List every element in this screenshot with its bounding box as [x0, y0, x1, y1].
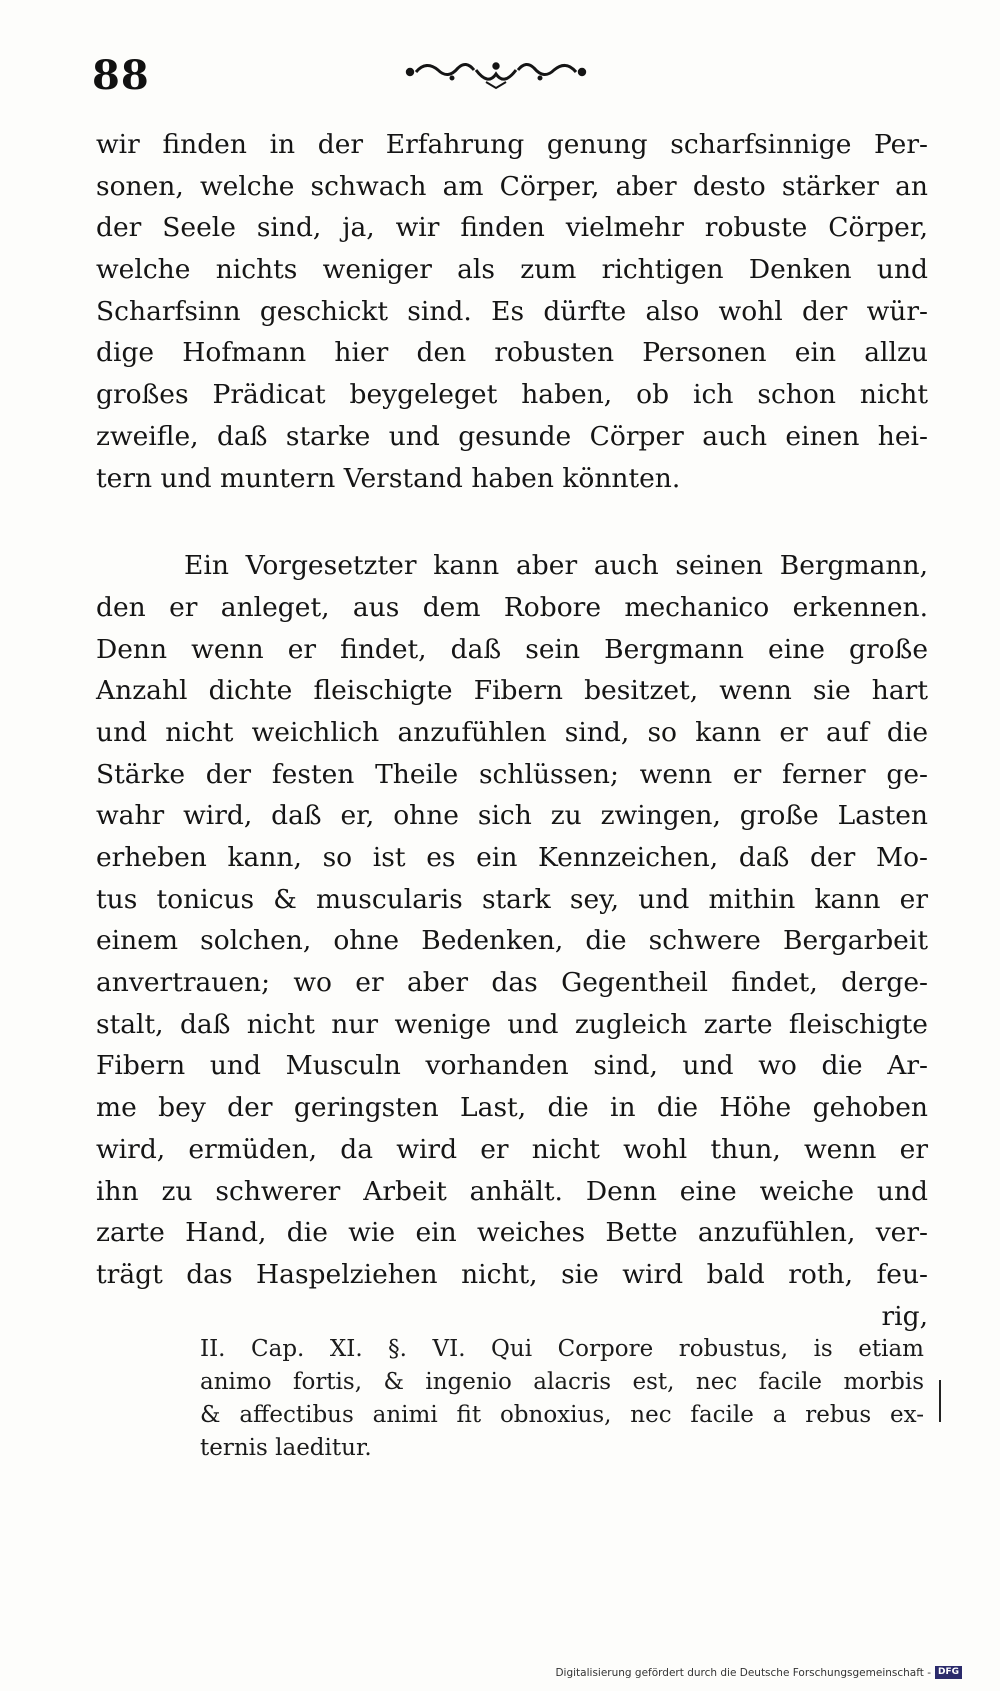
text-line: zweifle, daß starke und gesunde Cörper auch einen hei- [96, 420, 928, 452]
margin-mark [939, 1380, 941, 1422]
text-line: großes Prädicat beygeleget haben, ob ich schon nicht [96, 379, 928, 411]
text-line: Stärke der festen Theile schlüssen; wenn er ferner ge- [96, 758, 928, 790]
text-line: wahr wird, daß er, ohne sich zu zwingen, große Lasten [96, 800, 928, 832]
text-line: Ein Vorgesetzter kann aber auch seinen Bergmann, [184, 550, 928, 582]
page-number: 88 [92, 52, 150, 99]
text-line: und nicht weichlich anzufühlen sind, so kann er auf die [96, 716, 928, 748]
footnote-line: & affectibus animi fit obnoxius, nec facile a rebus ex- [200, 1402, 924, 1428]
text-line: ihn zu schwerer Arbeit anhält. Denn eine weiche und [96, 1175, 928, 1207]
paragraph-gap [96, 499, 928, 545]
footnote-line: animo fortis, & ingenio alacris est, nec facile morbis [200, 1369, 924, 1395]
text-line: Fibern und Musculn vorhanden sind, und wo die Ar- [96, 1050, 928, 1082]
credit-text: Digitalisierung gefördert durch die Deutsche Forschungsgemeinschaft - [555, 1666, 931, 1679]
text-line: zarte Hand, die wie ein weiches Bette anzufühlen, ver- [96, 1217, 928, 1249]
text-line: einem solchen, ohne Bedenken, die schwere Bergarbeit [96, 925, 928, 957]
text-line: wird, ermüden, da wird er nicht wohl thun, wenn er [96, 1133, 928, 1165]
footnote-line: II. Cap. XI. §. VI. Qui Corpore robustus, is etiam [200, 1336, 924, 1362]
text-line: der Seele sind, ja, wir finden vielmehr robuste Cörper, [96, 212, 928, 244]
text-line: trägt das Haspelziehen nicht, sie wird bald roth, feu- [96, 1258, 928, 1290]
catchword: rig, [881, 1300, 928, 1332]
text-line: wir finden in der Erfahrung genung scharfsinnige Per- [96, 129, 928, 160]
text-line: me bey der geringsten Last, die in die Höhe gehoben [96, 1092, 928, 1124]
text-line: sonen, welche schwach am Cörper, aber desto stärker an [96, 170, 928, 202]
text-line: Scharfsinn geschickt sind. Es dürfte also wohl der wür- [96, 295, 928, 327]
body-text [96, 124, 928, 1337]
text-line: Denn wenn er findet, daß sein Bergmann eine große [96, 633, 928, 665]
digitization-credit [555, 1666, 962, 1679]
text-line: den er anleget, aus dem Robore mechanico erkennen. [96, 591, 928, 623]
ornament-icon [402, 52, 590, 92]
text-line: dige Hofmann hier den robusten Personen ein allzu [96, 337, 928, 369]
text-line: tern und muntern Verstand haben könnten. [96, 462, 681, 494]
text-line: stalt, daß nicht nur wenige und zugleich zarte fleischigte [96, 1008, 928, 1040]
text-line: Anzahl dichte fleischigte Fibern besitzet, wenn sie hart [96, 675, 928, 707]
footnote [200, 1333, 924, 1465]
footnote-line: ternis laeditur. [200, 1435, 372, 1461]
text-line: welche nichts weniger als zum richtigen Denken und [96, 254, 928, 286]
text-line: tus tonicus & muscularis stark sey, und mithin kann er [96, 883, 928, 915]
text-line: anvertrauen; wo er aber das Gegentheil findet, derge- [96, 967, 928, 999]
dfg-logo-icon: DFG [935, 1666, 962, 1679]
text-line: erheben kann, so ist es ein Kennzeichen, daß der Mo- [96, 842, 928, 873]
